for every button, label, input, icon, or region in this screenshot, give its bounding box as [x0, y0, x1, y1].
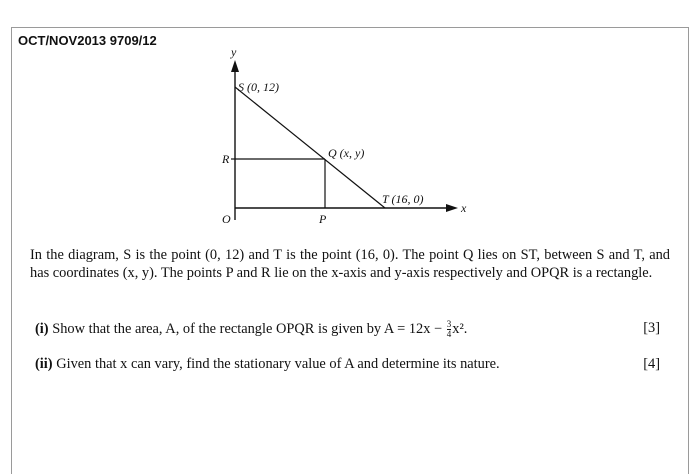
- question-part-ii: [35, 356, 670, 373]
- part-i-number: (i): [35, 320, 49, 337]
- label-p: P: [319, 212, 327, 226]
- y-axis-arrow: [231, 60, 239, 72]
- fraction-numerator: 3: [446, 319, 452, 329]
- coordinate-diagram: [200, 42, 480, 232]
- label-q: Q (x, y): [328, 146, 365, 160]
- label-t: T (16, 0): [382, 192, 424, 206]
- part-ii-marks: [4]: [643, 356, 660, 372]
- part-ii-number: (ii): [35, 356, 53, 372]
- y-axis-label: y: [231, 45, 237, 59]
- x-axis-arrow: [446, 204, 458, 212]
- part-ii-text: Given that x can vary, find the stationary value of A and determine its nature.: [56, 356, 500, 372]
- label-origin: O: [222, 212, 231, 226]
- fraction-denominator: 4: [446, 329, 452, 339]
- label-r: R: [222, 152, 230, 166]
- x-axis-label: x: [461, 201, 467, 215]
- fraction-three-quarters: [447, 320, 452, 339]
- question-part-i: [35, 320, 670, 339]
- question-intro: In the diagram, S is the point (0, 12) and T is the point (16, 0). The point Q lies on ST, between S and T, and has coordinates (x, y). The points P and R lie on the x-axis and y-axis respectively and OPQR is a rectangle.: [30, 247, 670, 281]
- part-i-text-a: Show that the area, A, of the rectangle OPQR is given by A = 12x −: [52, 320, 443, 337]
- label-s: S (0, 12): [238, 80, 279, 94]
- paper-reference: OCT/NOV2013 9709/12: [18, 33, 157, 48]
- part-i-marks: [3]: [643, 320, 660, 336]
- part-i-text-b: x².: [452, 320, 468, 337]
